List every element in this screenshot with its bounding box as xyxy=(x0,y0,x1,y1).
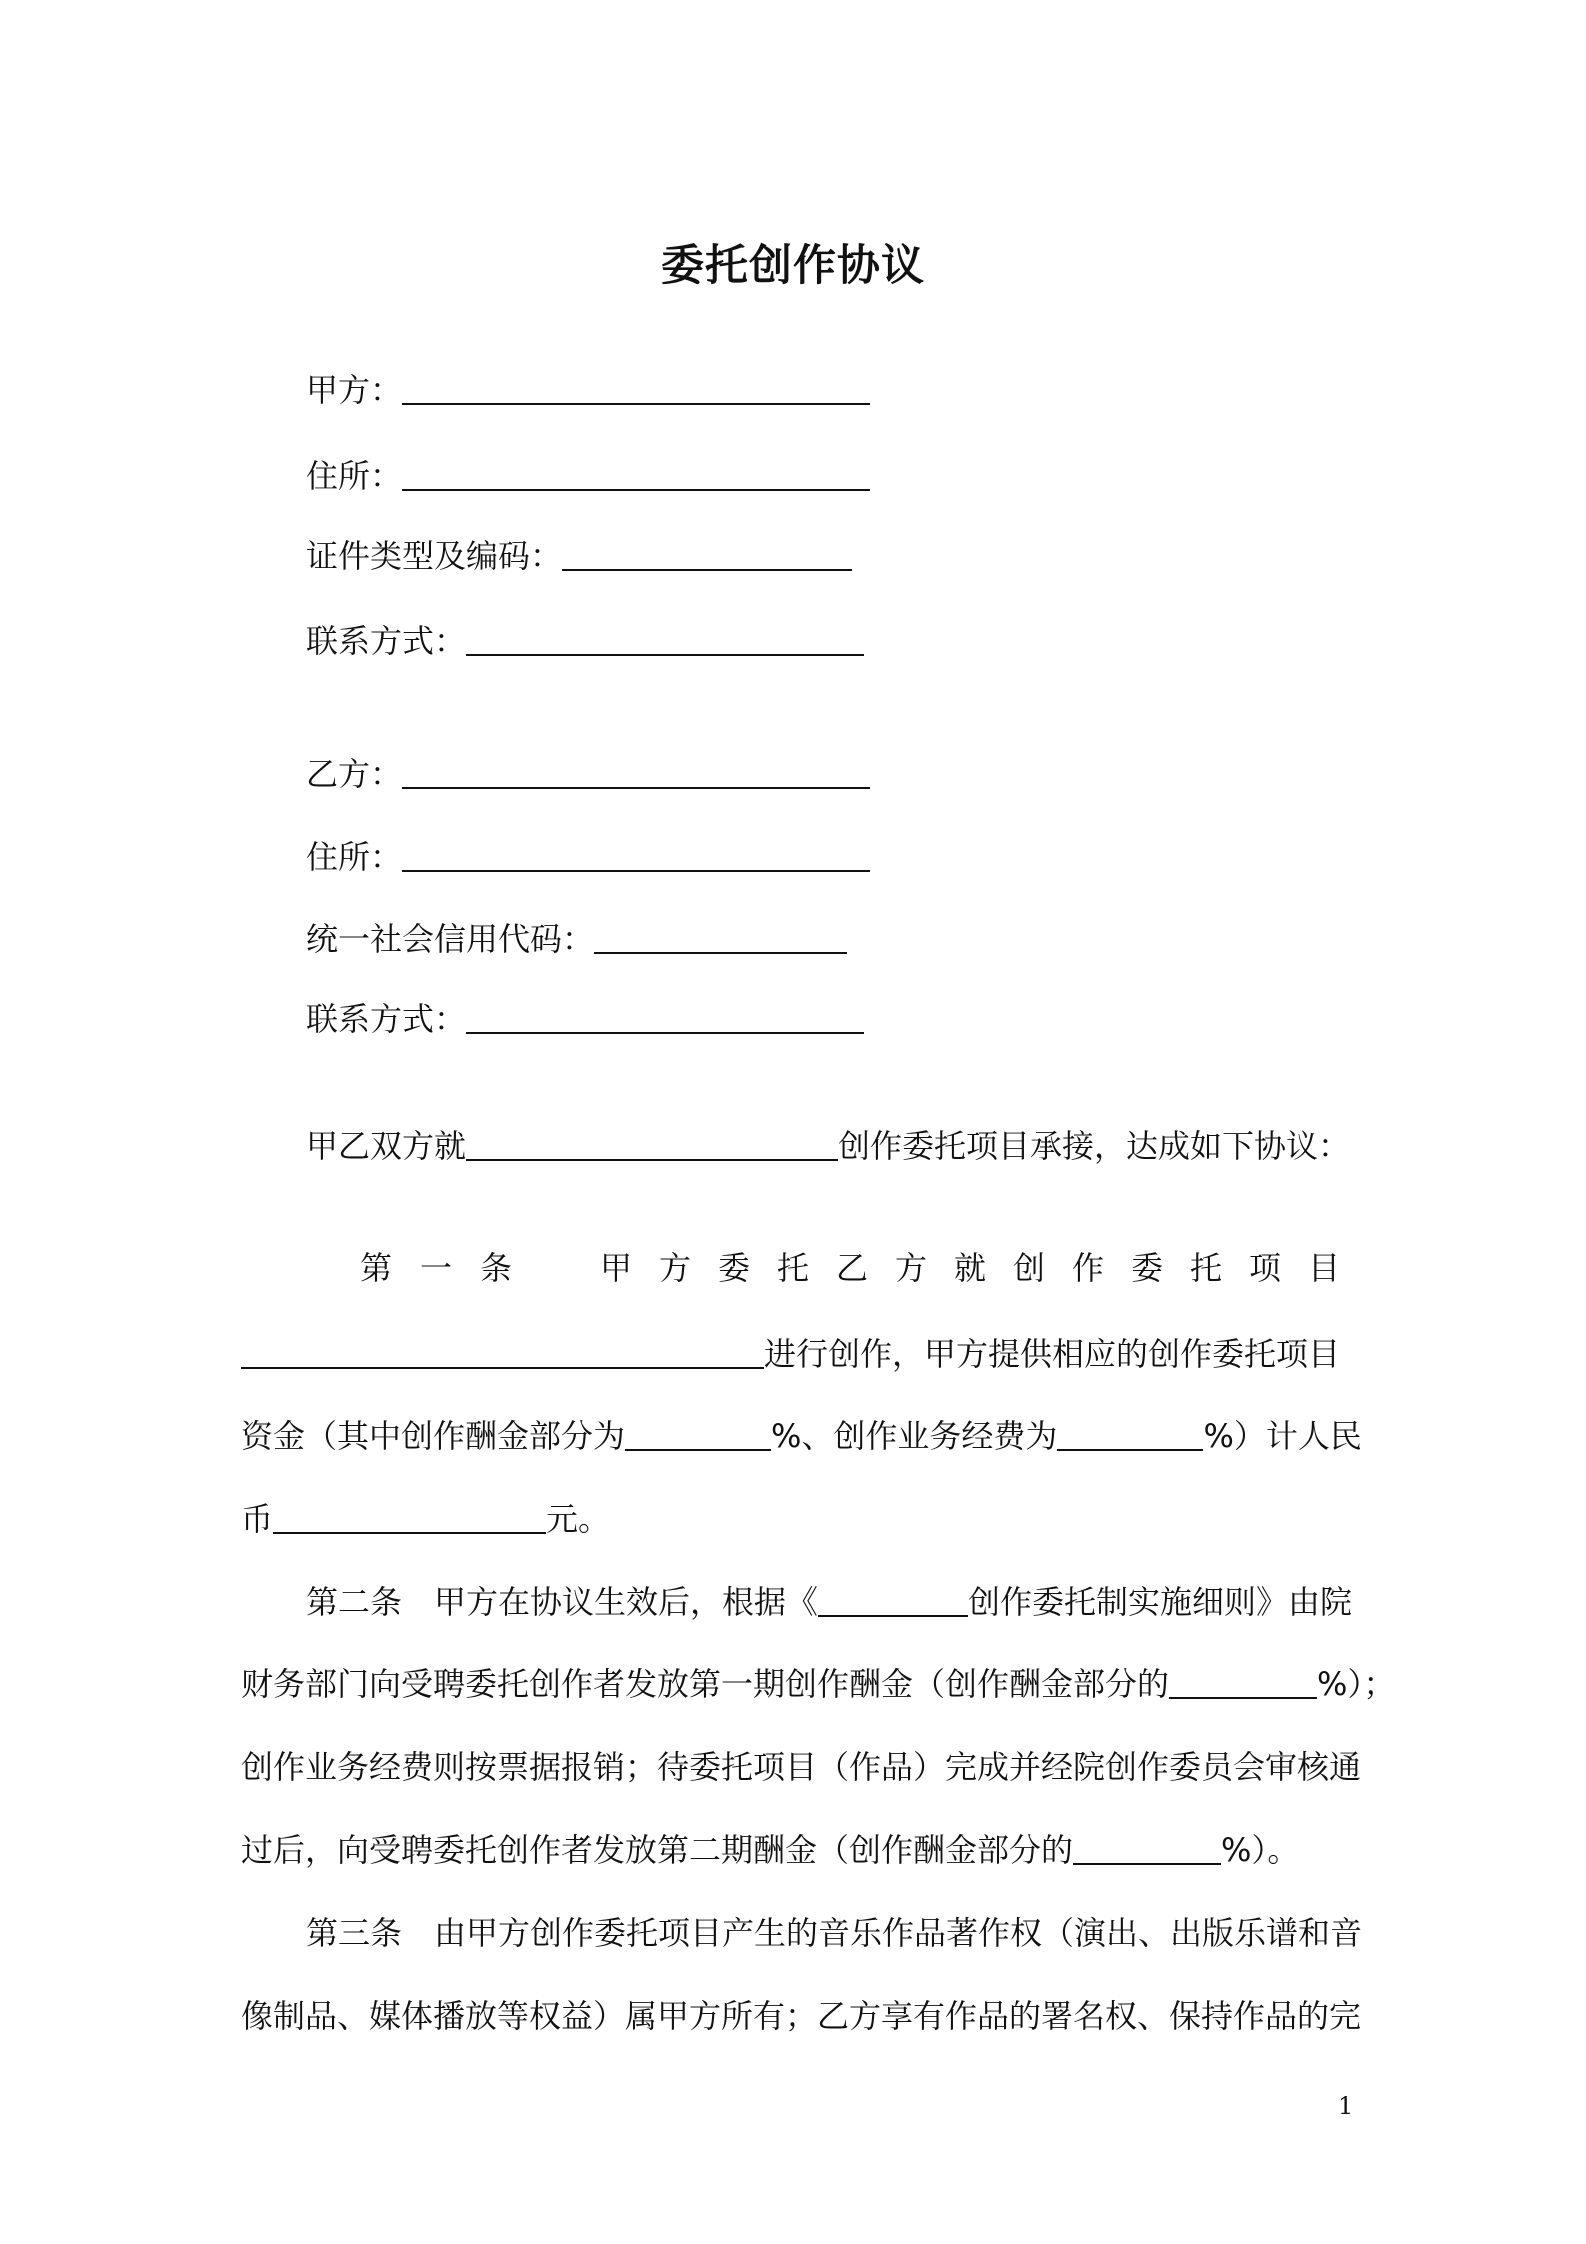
party-b-name-blank[interactable] xyxy=(402,757,870,789)
article2-line1 xyxy=(306,1580,1352,1624)
party-a-name-field xyxy=(306,368,870,412)
article1-line2 xyxy=(241,1414,1362,1458)
article1-line2-a: 资金（其中创作酬金部分为 xyxy=(241,1417,626,1455)
article3-line1: 第三条 由甲方创作委托项目产生的音乐作品著作权（演出、出版乐谱和音 xyxy=(306,1914,1363,1952)
article1-project-blank[interactable] xyxy=(241,1337,764,1369)
article2-first-percent-blank[interactable] xyxy=(1169,1667,1317,1699)
article1-line3-a: 币 xyxy=(241,1500,274,1538)
page-number: 1 xyxy=(1338,2092,1354,2120)
party-a-id-blank[interactable] xyxy=(562,539,852,571)
preamble-start: 甲乙双方就 xyxy=(306,1127,467,1165)
party-a-contact-field xyxy=(306,619,864,663)
article1-line2-c: %）计人民 xyxy=(1203,1417,1362,1455)
party-a-contact-blank[interactable] xyxy=(466,624,864,656)
party-b-name-field xyxy=(306,752,870,796)
party-a-name-blank[interactable] xyxy=(402,373,870,405)
preamble-end: 创作委托项目承接，达成如下协议： xyxy=(838,1127,1351,1165)
preamble-project-blank[interactable] xyxy=(466,1129,838,1161)
party-b-address-field xyxy=(306,835,870,879)
party-b-contact-label: 联系方式： xyxy=(306,1000,467,1038)
party-b-credit-code-field xyxy=(306,917,847,961)
article1-heading: 第一条 xyxy=(360,1249,541,1287)
article1-line3-b: 元。 xyxy=(546,1500,611,1538)
article2-line1-b: 创作委托制实施细则》由院 xyxy=(968,1583,1353,1621)
article1-expense-percent-blank[interactable] xyxy=(1057,1419,1203,1451)
article3-line2: 像制品、媒体播放等权益）属甲方所有；乙方享有作品的署名权、保持作品的完 xyxy=(241,1997,1362,2035)
article2-line4 xyxy=(241,1828,1299,1872)
article2-line4-b: %）。 xyxy=(1221,1831,1300,1869)
party-b-credit-code-label: 统一社会信用代码： xyxy=(306,920,595,958)
party-a-address-field xyxy=(306,454,870,498)
article2-line1-a: 第二条 甲方在协议生效后，根据《 xyxy=(306,1583,819,1621)
party-a-name-label: 甲方： xyxy=(306,371,403,409)
article2-line3: 创作业务经费则按票据报销；待委托项目（作品）完成并经院创作委员会审核通 xyxy=(241,1748,1362,1786)
article1-line1-end: 进行创作，甲方提供相应的创作委托项目 xyxy=(764,1335,1341,1373)
party-b-name-label: 乙方： xyxy=(306,755,403,793)
article1-amount-blank[interactable] xyxy=(273,1502,546,1534)
party-b-address-label: 住所： xyxy=(306,838,403,876)
party-b-credit-code-blank[interactable] xyxy=(594,922,847,954)
party-a-id-label: 证件类型及编码： xyxy=(306,537,563,575)
party-b-address-blank[interactable] xyxy=(402,840,870,872)
article1-text-head: 甲方委托乙方就创作委托项目 xyxy=(600,1249,1368,1287)
article1-line3 xyxy=(241,1497,610,1541)
party-a-contact-label: 联系方式： xyxy=(306,622,467,660)
party-a-address-blank[interactable] xyxy=(402,459,870,491)
article2-second-percent-blank[interactable] xyxy=(1073,1833,1221,1865)
party-a-address-label: 住所： xyxy=(306,457,403,495)
article2-line4-a: 过后，向受聘委托创作者发放第二期酬金（创作酬金部分的 xyxy=(241,1831,1074,1869)
party-b-contact-blank[interactable] xyxy=(466,1002,864,1034)
article1-line1 xyxy=(241,1332,1340,1376)
article1-fee-percent-blank[interactable] xyxy=(625,1419,771,1451)
article2-line2-a: 财务部门向受聘委托创作者发放第一期创作酬金（创作酬金部分的 xyxy=(241,1665,1170,1703)
party-b-contact-field xyxy=(306,997,864,1041)
article2-line2-b: %）； xyxy=(1317,1665,1396,1703)
document-title: 委托创作协议 xyxy=(661,241,925,291)
article1-line2-b: %、创作业务经费为 xyxy=(771,1417,1058,1455)
article2-line2 xyxy=(241,1662,1395,1706)
preamble xyxy=(306,1124,1350,1168)
article2-rules-blank[interactable] xyxy=(818,1585,968,1617)
party-a-id-field xyxy=(306,534,852,578)
